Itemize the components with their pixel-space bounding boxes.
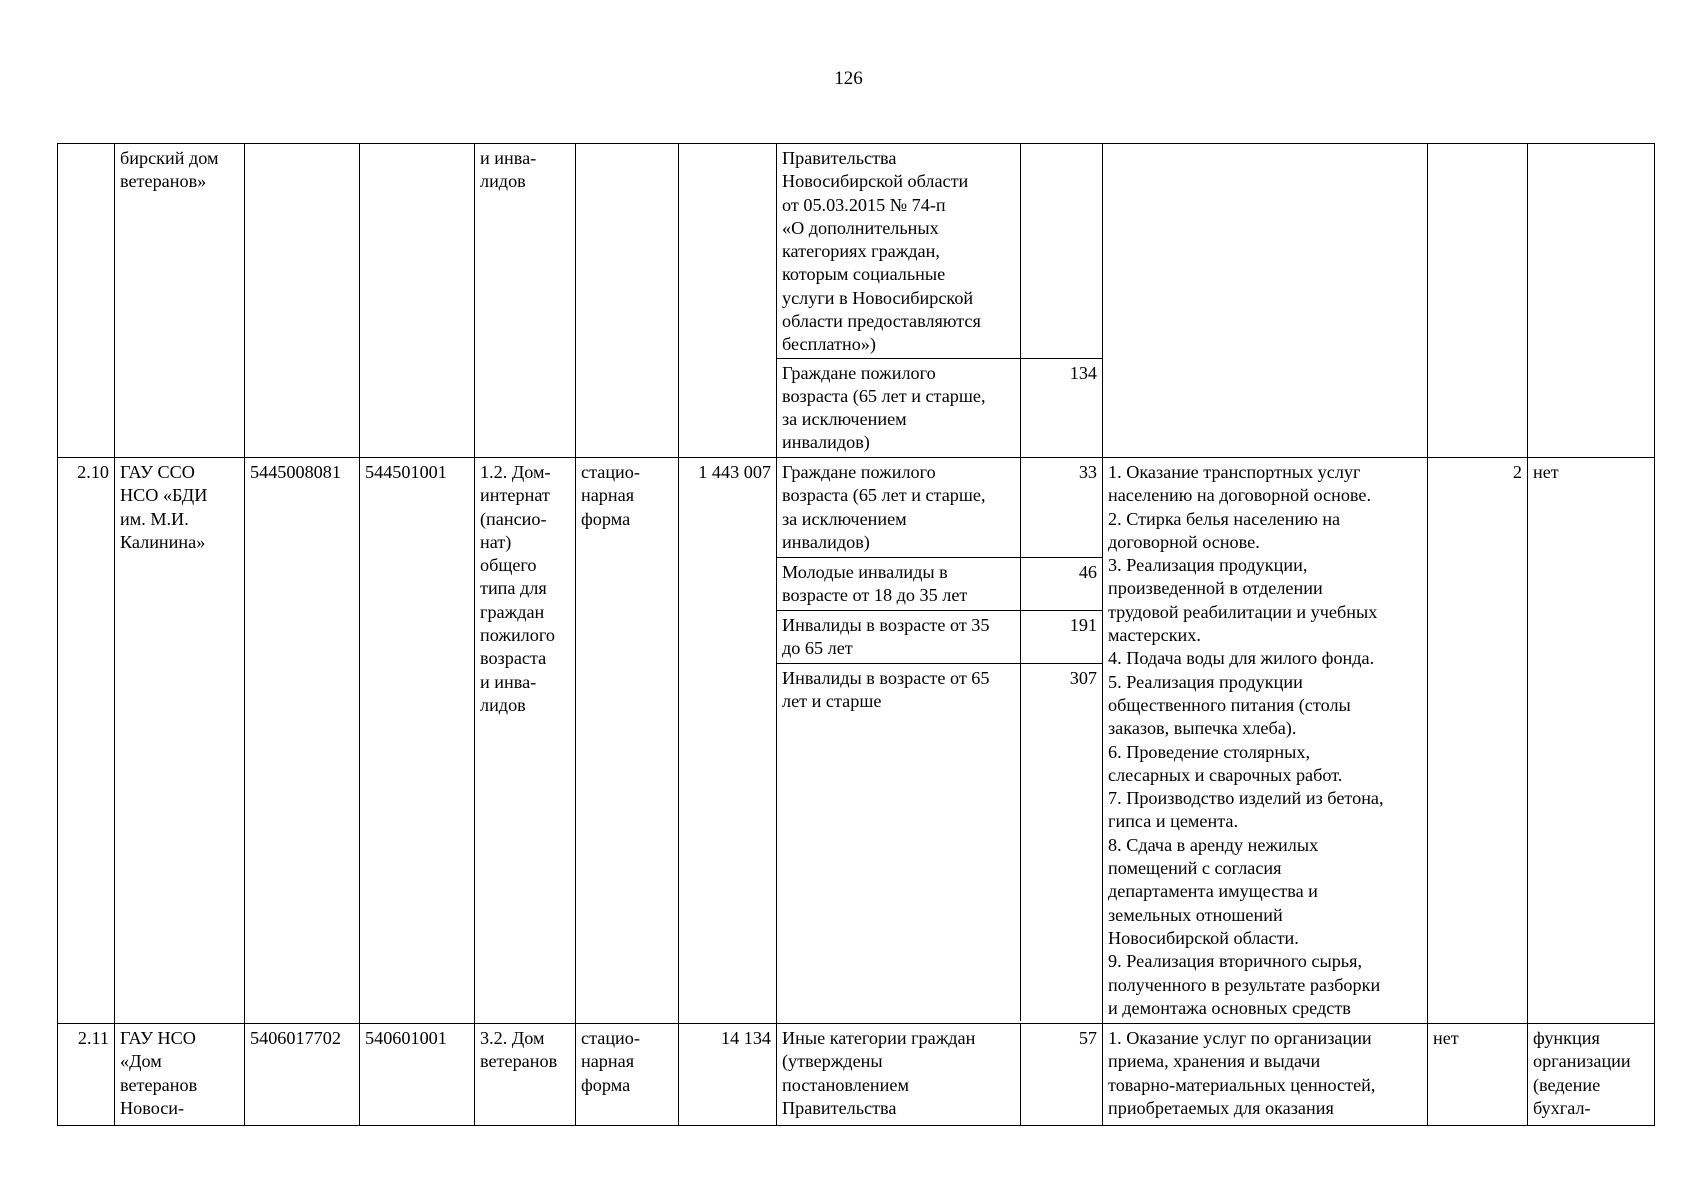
col-11-cell: 2 [1428,458,1528,1024]
page-number: 126 [834,68,863,89]
kpp-cell [360,144,475,458]
category-name: Правительства Новосибирской области от 05.03.2015 № 74-п «О дополнительных категориях граждан, которым социальные услуги в Новосибирской области предоставляются бесплатно») [777,144,1020,358]
category-count: 134 [1020,358,1102,457]
category-row [777,610,1102,663]
col-12-cell: нет [1528,458,1655,1024]
citizen-categories-cell [777,458,1103,1024]
col-11-cell [1428,144,1528,458]
category-row [777,1024,1102,1125]
institution-name-cell: бирский дом ветеранов» [115,144,245,458]
category-row [777,663,1102,1021]
service-form-cell: стацио- нарная форма [576,458,679,1024]
category-name: Иные категории граждан (утверждены постановлением Правительства [782,1028,976,1118]
category-name: Инвалиды в возрасте от 65 лет и старше [782,667,990,711]
col-11-cell: нет [1428,1024,1528,1126]
citizen-categories-cell [777,144,1103,458]
institution-type-cell: 3.2. Дом ветеранов [475,1024,576,1126]
col-12-cell: функция организации (ведение бухгал- [1528,1024,1655,1126]
category-name: Граждане пожилого возраста (65 лет и старше, за исключением инвалидов) [777,458,1020,557]
category-name: Инвалиды в возрасте от 35 до 65 лет [777,610,1020,663]
services-table [57,143,1655,1126]
category-count: 191 [1020,610,1102,663]
institution-name-cell: ГАУ НСО «Дом ветеранов Новоси- [115,1024,245,1126]
inn-cell [245,144,360,458]
row-number-cell: 2.10 [58,458,115,1024]
category-count: 46 [1020,557,1102,610]
citizen-categories-cell [777,1024,1103,1126]
category-row [777,144,1102,358]
category-row [777,557,1102,610]
inn-cell: 5406017702 [245,1024,360,1126]
category-count: 33 [1020,458,1102,557]
row-number-cell [58,144,115,458]
amount-cell [679,144,777,458]
institution-type-cell: и инва- лидов [475,144,576,458]
paid-services-cell: 1. Оказание транспортных услуг населению на договорной основе. 2. Стирка белья населению на договорной основе. 3. Реализация продукции, произведенной в отделении трудовой реабилитации и учебных мастерских. 4. Подача воды для жилого фонда. 5. Реализация продукции общественного питания (столы заказов, выпечка хлеба). 6. Проведение столярных, слесарных и сварочных работ. 7. Производство изделий из бетона, гипса и цемента. 8. Сдача в аренду нежилых помещений с согласия департамента имущества и земельных отношений Новосибирской области. 9. Реализация вторичного сырья, полученного в результате разборки и демонтажа основных средств [1103,458,1428,1024]
service-form-cell: стацио- нарная форма [576,1024,679,1126]
categories-subtable [777,458,1102,1021]
categories-subtable [777,144,1102,457]
amount-cell: 14 134 [679,1024,777,1126]
categories-subtable [777,1024,1102,1125]
institution-type-cell: 1.2. Дом- интернат (пансио- нат) общего типа для граждан пожилого возраста и инва- лидов [475,458,576,1024]
paid-services-cell: 1. Оказание услуг по организации приема, хранения и выдачи товарно-материальных ценностей, приобретаемых для оказания [1103,1024,1428,1126]
row-number-cell: 2.11 [58,1024,115,1126]
paid-services-cell [1103,144,1428,458]
inn-cell: 5445008081 [245,458,360,1024]
institution-name-cell: ГАУ ССО НСО «БДИ им. М.И. Калинина» [115,458,245,1024]
category-row [777,458,1102,557]
kpp-cell: 540601001 [360,1024,475,1126]
category-name: Граждане пожилого возраста (65 лет и старше, за исключением инвалидов) [782,362,986,453]
amount-cell: 1 443 007 [679,458,777,1024]
table-row [58,144,1655,458]
table-row [58,1024,1655,1126]
kpp-cell: 544501001 [360,458,475,1024]
service-form-cell [576,144,679,458]
category-count: 307 [1020,663,1102,1021]
col-12-cell [1528,144,1655,458]
category-count [1020,144,1102,358]
table-row [58,458,1655,1024]
category-count: 57 [1020,1024,1102,1125]
category-row [777,358,1102,457]
category-name: Молодые инвалиды в возрасте от 18 до 35 лет [777,557,1020,610]
